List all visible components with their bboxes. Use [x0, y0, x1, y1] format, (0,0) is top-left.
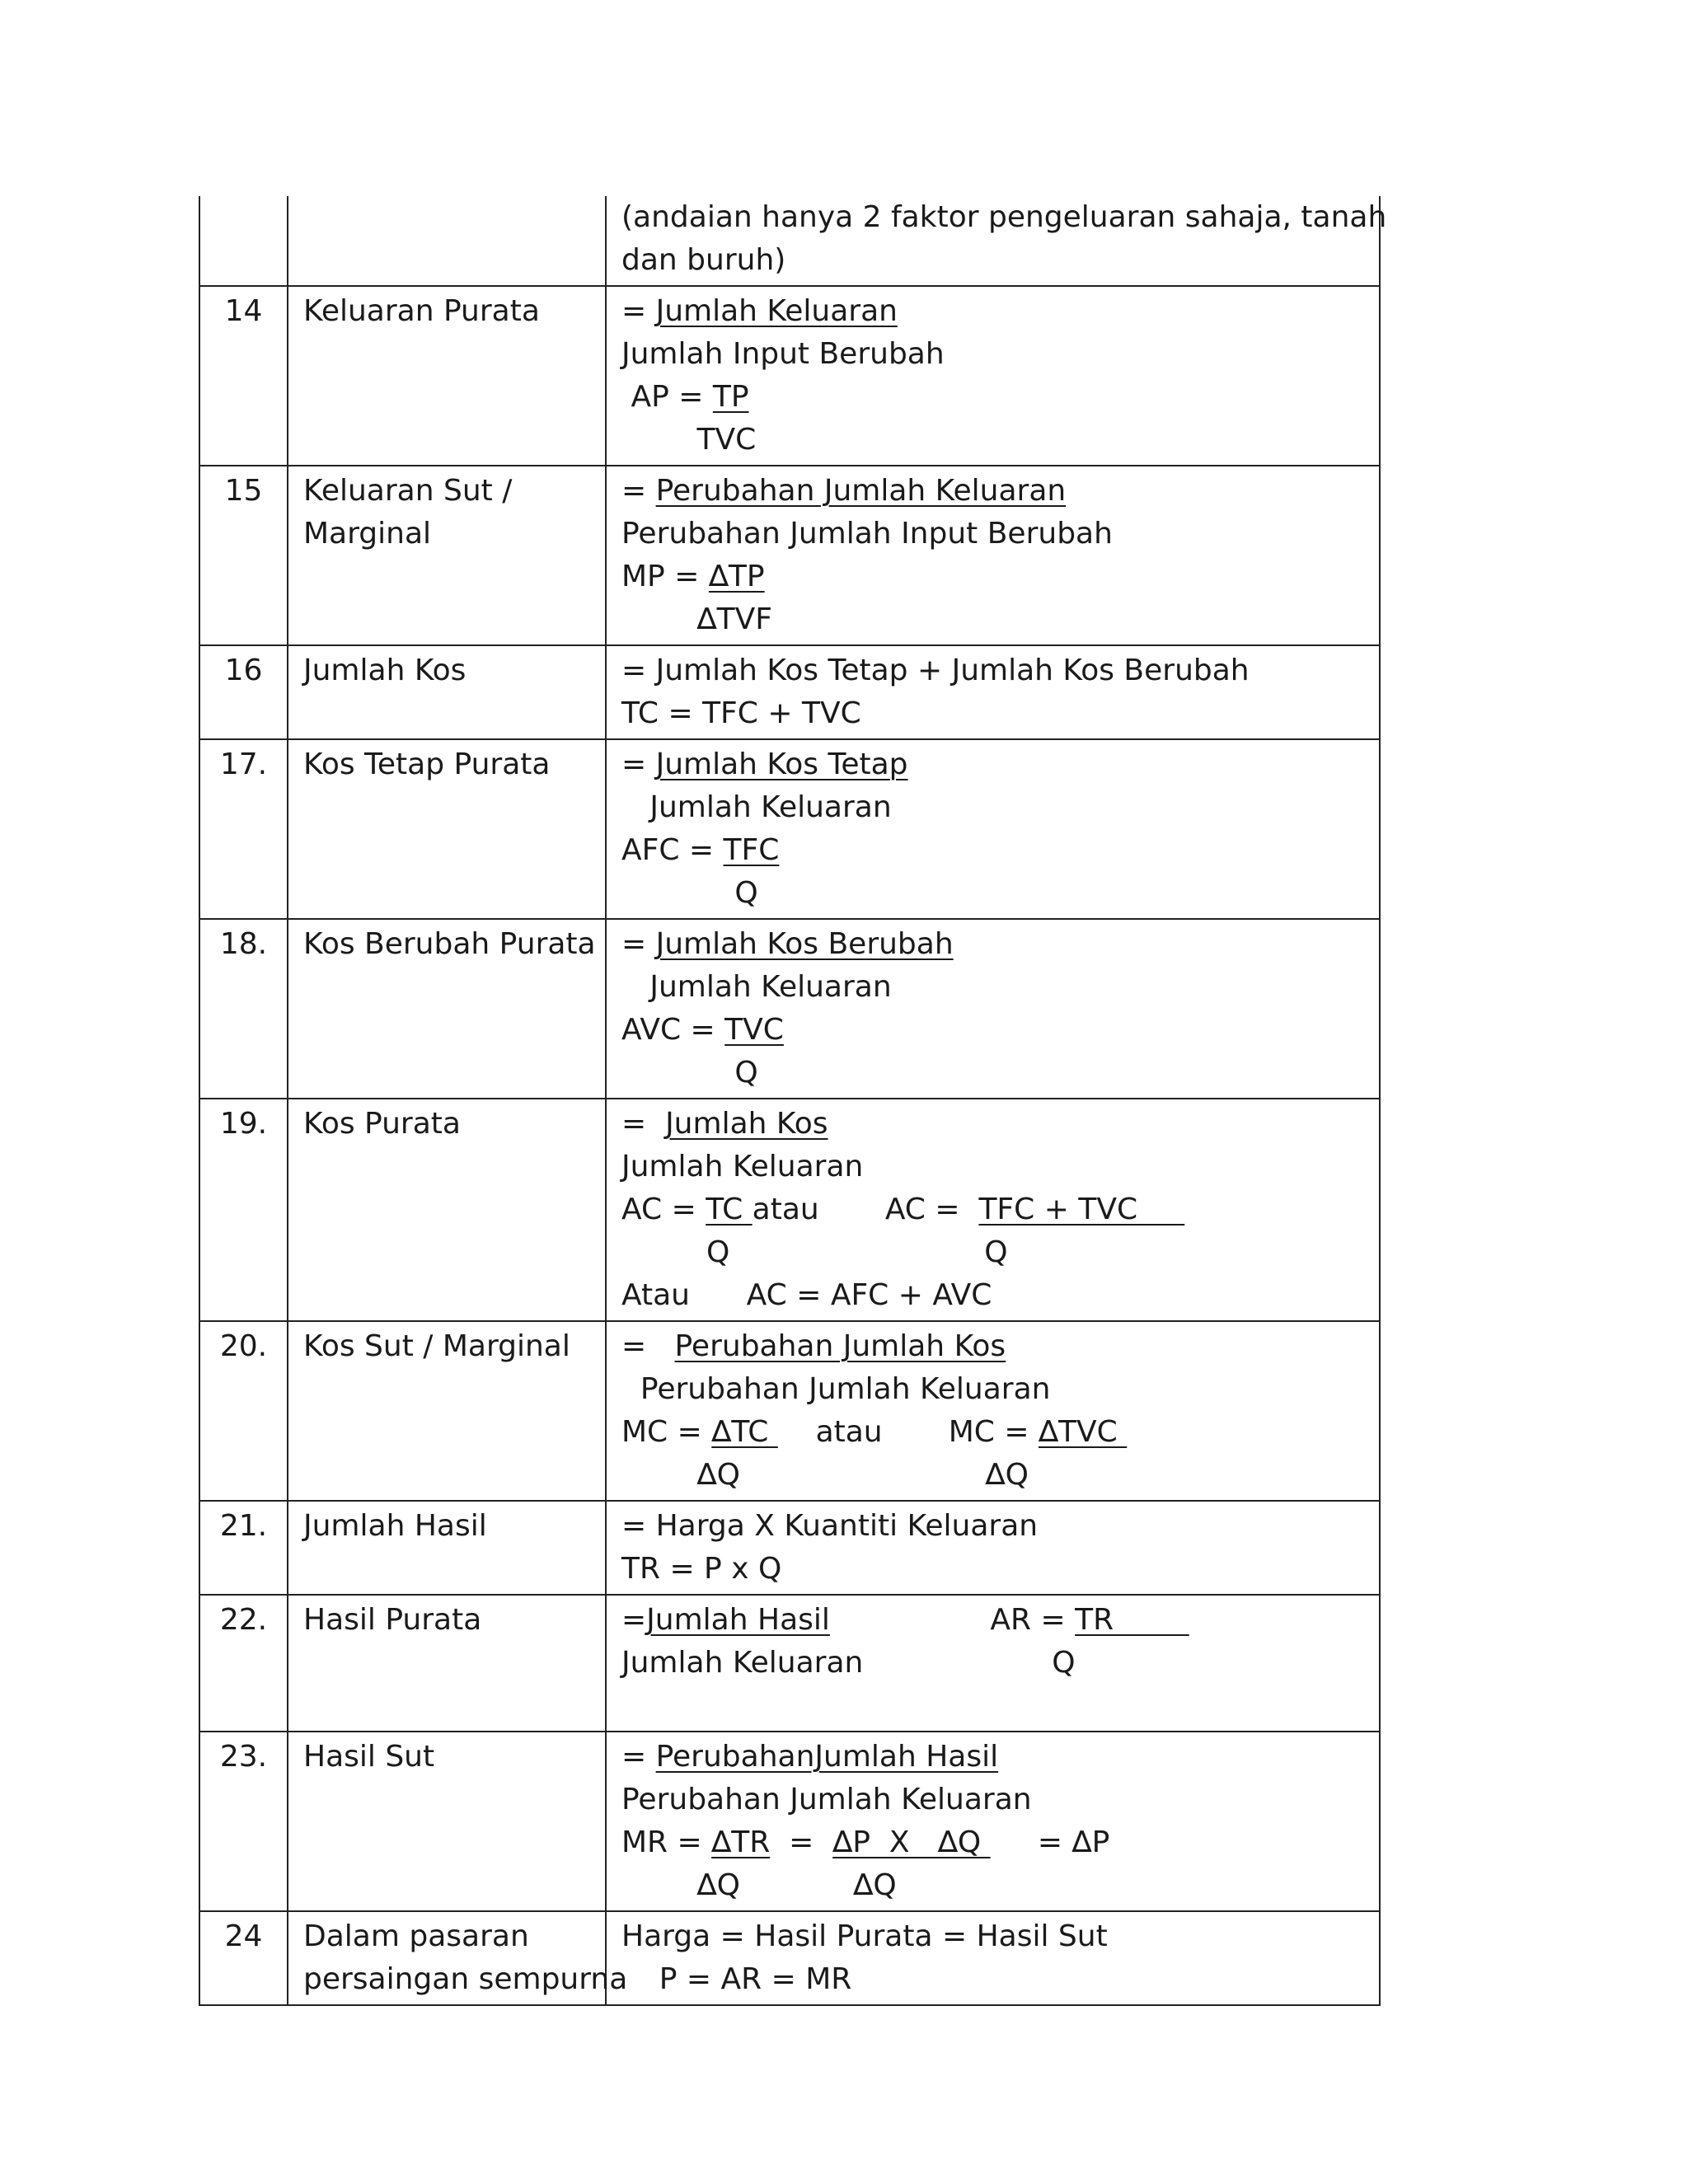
formula-text: = — [621, 294, 656, 328]
formula-text: = — [621, 474, 656, 508]
term-cell — [288, 1911, 628, 2005]
formula-text: (andaian hanya 2 faktor pengeluaran sahaja, tanah — [621, 200, 1387, 234]
formula-text: Jumlah Keluaran — [621, 970, 892, 1004]
formula-cell — [606, 1595, 1380, 1732]
formula-numerator: ∆TR — [711, 1825, 771, 1859]
table-row — [199, 196, 1380, 286]
formula-line — [621, 1915, 1364, 1958]
formula-cell — [606, 1099, 1380, 1321]
table-row — [199, 919, 1380, 1099]
term-cell — [288, 466, 606, 645]
term-line: Kos Berubah Purata — [303, 927, 596, 961]
table-row — [199, 739, 1380, 919]
formula-line — [621, 1325, 1364, 1368]
formula-cell — [606, 739, 1380, 919]
table-row — [199, 1911, 1380, 2005]
formula-line — [621, 239, 1364, 282]
table-row — [199, 1732, 1380, 1911]
formula-text: = Harga X Kuantiti Keluaran — [621, 1509, 1039, 1543]
formula-cell — [606, 1911, 1380, 2005]
formula-line — [621, 966, 1364, 1009]
formula-text: = — [621, 1107, 666, 1141]
term-line: Kos Sut / Marginal — [303, 1329, 570, 1363]
formula-line — [621, 1642, 1364, 1685]
row-number: 22. — [199, 1595, 288, 1732]
formula-line — [621, 1685, 1364, 1727]
term-line: Jumlah Hasil — [303, 1509, 487, 1543]
formula-numerator: Jumlah Kos — [665, 1107, 828, 1141]
term-line: Keluaran Sut / — [303, 474, 513, 508]
formula-line — [621, 513, 1364, 555]
formula-text: atau AC = — [752, 1193, 979, 1226]
row-number: 17. — [199, 739, 288, 919]
formula-text: ∆Q ∆Q — [621, 1868, 897, 1902]
formula-line — [621, 1454, 1364, 1497]
formula-numerator: TFC — [723, 833, 780, 867]
formula-line — [621, 1231, 1364, 1274]
term-cell — [288, 1321, 606, 1501]
term-line: Kos Purata — [303, 1107, 461, 1141]
term-cell — [288, 196, 606, 286]
formula-text: Jumlah Keluaran — [621, 790, 892, 824]
row-number: 15 — [199, 466, 288, 645]
formula-text: Perubahan Jumlah Keluaran — [621, 1372, 1051, 1406]
formula-text: Q — [621, 876, 758, 910]
formula-text: ∆Q ∆Q — [621, 1458, 1029, 1492]
formula-line — [621, 1274, 1364, 1317]
formula-numerator: Jumlah Kos Berubah — [655, 927, 954, 961]
term-cell — [288, 645, 606, 739]
table-row — [199, 1595, 1380, 1732]
formula-text: TR = P x Q — [621, 1552, 782, 1586]
term-line: Jumlah Kos — [303, 654, 467, 687]
formula-line — [621, 1505, 1364, 1548]
formula-line — [621, 1779, 1364, 1821]
formula-line — [621, 290, 1364, 333]
formula-line — [621, 923, 1364, 966]
formula-text: MR = — [621, 1825, 712, 1859]
formula-line — [621, 786, 1364, 829]
formula-numerator: Perubahan Jumlah Keluaran — [655, 474, 1067, 508]
formula-text: = — [621, 748, 656, 781]
formula-line — [621, 470, 1364, 513]
row-number: 19. — [199, 1099, 288, 1321]
term-cell — [288, 1501, 606, 1595]
formula-line — [621, 376, 1364, 419]
term-line: Hasil Sut — [303, 1740, 435, 1774]
formula-line — [621, 1009, 1364, 1052]
term-line: Marginal — [303, 517, 432, 551]
formula-line — [621, 1103, 1364, 1146]
formula-text: Atau AC = AFC + AVC — [621, 1278, 992, 1312]
formula-line — [621, 1188, 1364, 1231]
formula-line — [621, 1864, 1364, 1907]
formula-text: Jumlah Keluaran — [621, 1150, 864, 1183]
row-number: 14 — [199, 286, 288, 466]
formula-cell — [606, 1732, 1380, 1911]
formula-cell — [606, 1321, 1380, 1501]
row-number: 20. — [199, 1321, 288, 1501]
formula-cell — [606, 196, 1387, 286]
formula-text: Jumlah Keluaran Q — [621, 1646, 1076, 1680]
formula-line — [621, 743, 1364, 786]
table-row — [199, 286, 1380, 466]
term-cell — [288, 1595, 606, 1732]
term-line: Kos Tetap Purata — [303, 748, 551, 781]
formula-text: P = AR = MR — [621, 1962, 852, 1996]
formula-numerator: ∆TP — [708, 560, 765, 593]
formula-text: Q Q — [621, 1235, 1008, 1269]
term-cell — [288, 919, 606, 1099]
row-number: 16 — [199, 645, 288, 739]
formula-text: Q — [621, 1056, 758, 1090]
formula-line — [621, 1368, 1364, 1411]
formula-line — [621, 1146, 1364, 1188]
formula-numerator: Jumlah Keluaran — [655, 294, 898, 328]
formula-text: = Jumlah Kos Tetap + Jumlah Kos Berubah — [621, 654, 1250, 687]
formula-text: AP = — [621, 380, 713, 414]
formula-text: Jumlah Input Berubah — [621, 337, 945, 371]
formula-line — [621, 692, 1364, 735]
formula-numerator: ∆TC — [711, 1415, 778, 1449]
formula-text: = — [621, 1740, 656, 1774]
formula-numerator: TR — [1075, 1603, 1189, 1637]
formula-text: dan buruh) — [621, 243, 786, 277]
formula-line — [621, 1736, 1364, 1779]
formula-text: AR = — [829, 1603, 1076, 1637]
formula-cell — [606, 466, 1380, 645]
formula-cell — [606, 1501, 1380, 1595]
formula-text: ∆TVF — [621, 602, 772, 636]
formula-cell — [606, 645, 1380, 739]
formula-numerator: Perubahan Jumlah Kos — [674, 1329, 1006, 1363]
formula-text: = — [621, 1329, 675, 1363]
formula-text: MP = — [621, 560, 709, 593]
formula-line — [621, 555, 1364, 598]
formula-line — [621, 333, 1364, 376]
formula-line — [621, 419, 1364, 462]
formula-line — [621, 1599, 1364, 1642]
formula-line — [621, 196, 1387, 239]
formula-text: Perubahan Jumlah Input Berubah — [621, 517, 1113, 551]
formula-numerator: Jumlah Hasil — [646, 1603, 830, 1637]
row-number: 18. — [199, 919, 288, 1099]
formula-cell — [606, 286, 1380, 466]
formula-line — [621, 598, 1364, 641]
term-cell — [288, 739, 606, 919]
formula-line — [621, 1958, 1364, 2001]
table-row — [199, 1099, 1380, 1321]
formula-text: MC = — [621, 1415, 712, 1449]
table-row — [199, 1321, 1380, 1501]
formula-text: AVC = — [621, 1013, 725, 1047]
formula-numerator: PerubahanJumlah Hasil — [655, 1740, 999, 1774]
formula-numerator: ∆TVC — [1038, 1415, 1128, 1449]
formula-text: AFC = — [621, 833, 724, 867]
term-cell — [288, 286, 606, 466]
table-row — [199, 466, 1380, 645]
term-line: Hasil Purata — [303, 1603, 482, 1637]
formula-line — [621, 1411, 1364, 1454]
row-number — [199, 196, 288, 286]
row-number: 21. — [199, 1501, 288, 1595]
formula-text: Perubahan Jumlah Keluaran — [621, 1783, 1032, 1816]
formula-table — [199, 196, 1387, 2006]
formula-line — [621, 1821, 1364, 1864]
formula-numerator: Jumlah Kos Tetap — [655, 748, 908, 781]
formula-line — [621, 1052, 1364, 1094]
formula-text: = — [621, 1603, 647, 1637]
formula-numerator: ∆P X ∆Q — [832, 1825, 991, 1859]
formula-text: atau MC = — [777, 1415, 1039, 1449]
formula-text: AC = — [621, 1193, 706, 1226]
term-line: Keluaran Purata — [303, 294, 540, 328]
table-row — [199, 645, 1380, 739]
formula-numerator: TP — [712, 380, 749, 414]
formula-text: = — [621, 927, 656, 961]
term-cell — [288, 1099, 606, 1321]
formula-table-body — [199, 196, 1387, 2005]
formula-line — [621, 1548, 1364, 1591]
formula-text: TVC — [621, 423, 757, 457]
formula-numerator: TVC — [724, 1013, 784, 1047]
formula-line — [621, 872, 1364, 915]
formula-text: = ∆P — [990, 1825, 1110, 1859]
formula-numerator: TFC + TVC — [978, 1193, 1185, 1226]
row-number: 24 — [199, 1911, 288, 2005]
formula-line — [621, 829, 1364, 872]
term-cell — [288, 1732, 606, 1911]
formula-text: TC = TFC + TVC — [621, 696, 861, 730]
term-line: Dalam pasaran — [303, 1919, 529, 1953]
formula-cell — [606, 919, 1380, 1099]
formula-text: = — [770, 1825, 833, 1859]
term-line: persaingan sempurna — [303, 1962, 628, 1996]
table-row — [199, 1501, 1380, 1595]
formula-numerator: TC — [706, 1193, 753, 1226]
formula-text: Harga = Hasil Purata = Hasil Sut — [621, 1919, 1108, 1953]
row-number: 23. — [199, 1732, 288, 1911]
formula-line — [621, 649, 1364, 692]
